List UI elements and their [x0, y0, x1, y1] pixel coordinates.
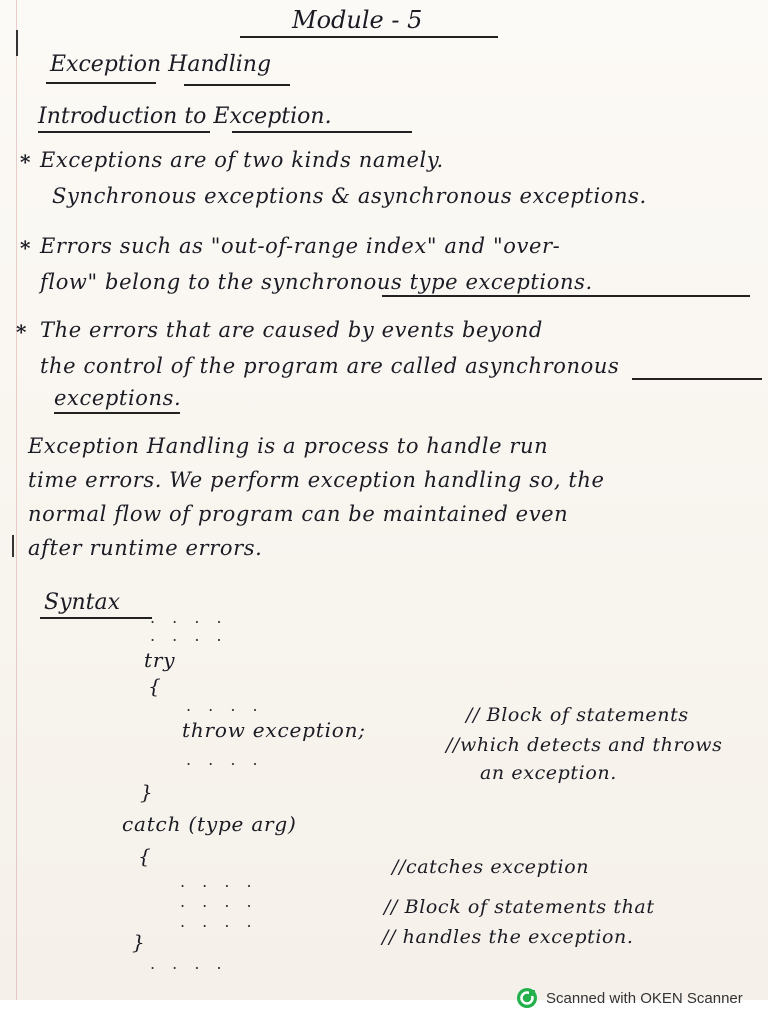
- bullet-marker: *: [20, 150, 31, 174]
- code-close-brace: }: [140, 780, 153, 804]
- heading-underline: [184, 84, 290, 86]
- code-comment: an exception.: [480, 762, 617, 784]
- scanner-label: Scanned with OKEN Scanner: [546, 989, 743, 1007]
- page-margin-line: [16, 0, 17, 1000]
- section-heading: Exception Handling: [50, 52, 272, 77]
- code-comment: // Block of statements: [466, 704, 689, 726]
- ellipsis-dots: . . . .: [180, 892, 258, 911]
- page-title: Module - 5: [292, 6, 423, 34]
- code-open-brace: {: [138, 844, 151, 868]
- code-catch-statement: catch (type arg): [122, 812, 297, 836]
- ellipsis-dots: . . . .: [180, 912, 258, 931]
- code-comment: //which detects and throws: [446, 734, 723, 756]
- ellipsis-dots: . . . .: [150, 954, 228, 973]
- paragraph-line-2: time errors. We perform exception handling so, the: [28, 468, 605, 492]
- code-comment: //catches exception: [392, 856, 590, 878]
- code-comment: // handles the exception.: [382, 926, 634, 948]
- code-try-keyword: try: [144, 648, 176, 672]
- bullet-2-line-2: flow" belong to the synchronous type exceptions.: [40, 270, 593, 294]
- bullet-marker: *: [20, 236, 31, 260]
- code-throw-statement: throw exception;: [182, 718, 366, 742]
- paragraph-line-4: after runtime errors.: [28, 536, 263, 560]
- heading-underline: [40, 617, 152, 619]
- bullet-3-line-1: The errors that are caused by events beyond: [40, 318, 543, 342]
- bullet-3-line-3: exceptions.: [54, 386, 182, 410]
- title-underline: [240, 36, 498, 38]
- paragraph-line-3: normal flow of program can be maintained even: [28, 502, 569, 526]
- bullet-marker: *: [16, 320, 27, 344]
- bullet-1-line-1: Exceptions are of two kinds namely.: [40, 148, 444, 172]
- heading-underline: [46, 82, 156, 84]
- ellipsis-dots: . . . .: [180, 872, 258, 891]
- ellipsis-dots: . . . .: [186, 750, 264, 769]
- oken-scanner-logo-icon: [516, 987, 538, 1009]
- heading-underline: [232, 131, 412, 133]
- paragraph-line-1: Exception Handling is a process to handle run: [28, 434, 549, 458]
- subsection-heading: Introduction to Exception.: [38, 104, 332, 129]
- syntax-heading: Syntax: [44, 590, 121, 615]
- emphasis-underline: [382, 295, 750, 297]
- margin-mark: [12, 535, 14, 557]
- bullet-2-line-1: Errors such as "out-of-range index" and "over-: [40, 234, 561, 258]
- scanner-watermark: [516, 987, 743, 1009]
- ellipsis-dots: . . . .: [186, 696, 264, 715]
- ellipsis-dots: . . . .: [150, 608, 228, 627]
- ellipsis-dots: . . . .: [150, 626, 228, 645]
- code-open-brace: {: [148, 674, 161, 698]
- bullet-3-line-2: the control of the program are called asynchronous: [40, 354, 620, 378]
- margin-mark: [16, 30, 18, 56]
- emphasis-underline: [54, 412, 180, 414]
- emphasis-underline: [632, 378, 762, 380]
- code-close-brace: }: [132, 930, 145, 954]
- bullet-1-line-2: Synchronous exceptions & asynchronous exceptions.: [52, 184, 647, 208]
- heading-underline: [38, 131, 210, 133]
- code-comment: // Block of statements that: [384, 896, 655, 918]
